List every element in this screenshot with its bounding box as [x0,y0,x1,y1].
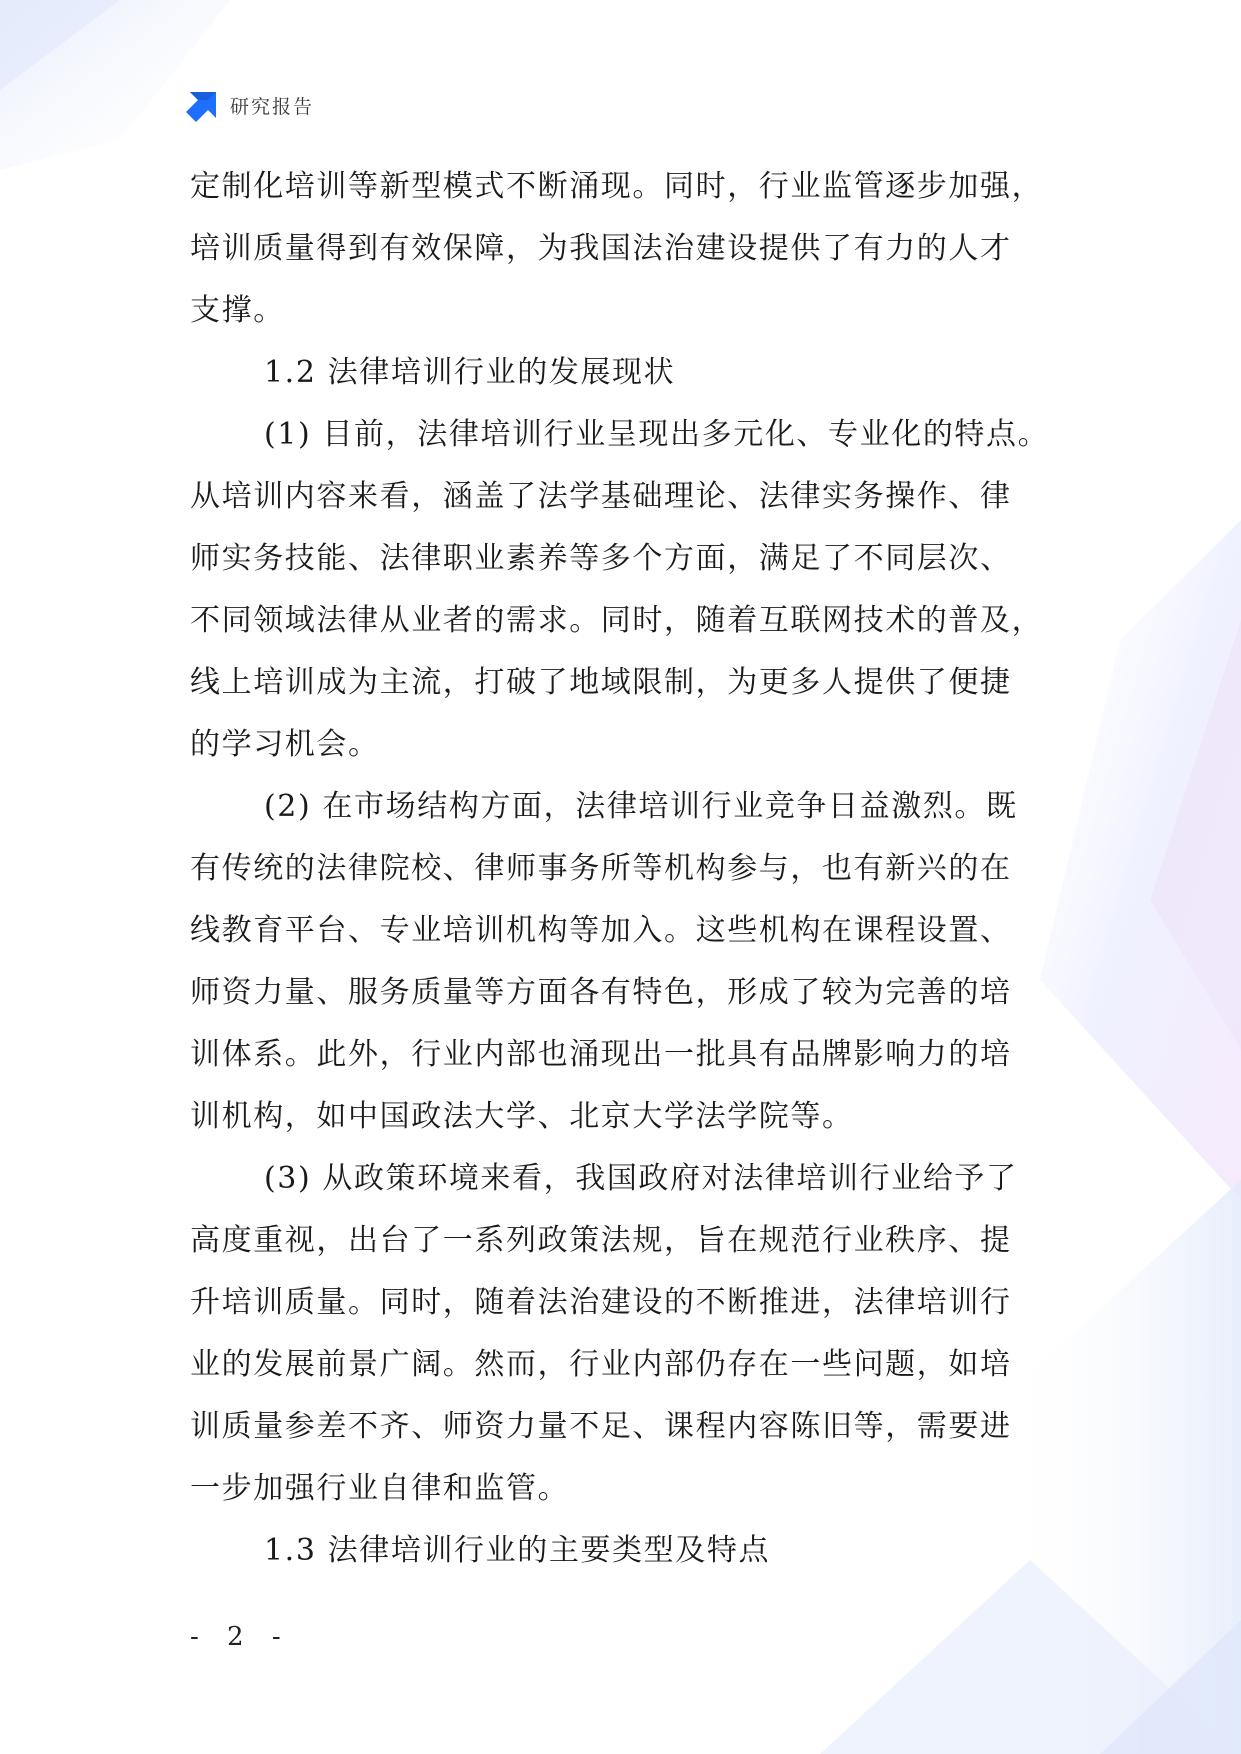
report-title: 研究报告 [230,95,315,118]
section-heading-1-2: 1.2 法律培训行业的发展现状 [264,355,676,390]
text-line: 培训质量得到有效保障，为我国法治建设提供了有力的人才 [190,231,1012,266]
text-line: 线教育平台、专业培训机构等加入。这些机构在课程设置、 [190,913,1012,948]
text-line: (1) 目前，法律培训行业呈现出多元化、专业化的特点。 [264,417,1050,452]
text-line: 师资力量、服务质量等方面各有特色，形成了较为完善的培 [190,975,1012,1010]
arrow-logo-icon [186,88,220,122]
paragraph-1 [190,404,1060,776]
document-body [190,156,1060,1582]
paragraph-2 [190,776,1060,1148]
text-line: 线上培训成为主流，打破了地域限制，为更多人提供了便捷 [190,665,1012,700]
section-heading-1-3: 1.3 法律培训行业的主要类型及特点 [264,1533,771,1568]
text-line: 的学习机会。 [190,727,380,762]
text-line: (2) 在市场结构方面，法律培训行业竞争日益激烈。既 [264,789,1018,824]
text-line: 定制化培训等新型模式不断涌现。同时，行业监管逐步加强， [190,169,1044,204]
text-line: 训体系。此外，行业内部也涌现出一批具有品牌影响力的培 [190,1037,1012,1072]
text-line: 有传统的法律院校、律师事务所等机构参与，也有新兴的在 [190,851,1012,886]
page-header [186,88,314,122]
paragraph-3 [190,1148,1060,1520]
page-number: - 2 - [190,1622,291,1652]
text-line: 升培训质量。同时，随着法治建设的不断推进，法律培训行 [190,1285,1012,1320]
text-line: 不同领域法律从业者的需求。同时，随着互联网技术的普及， [190,603,1044,638]
paragraph-intro [190,156,1060,342]
text-line: 支撑。 [190,293,285,328]
text-line: 业的发展前景广阔。然而，行业内部仍存在一些问题，如培 [190,1347,1012,1382]
text-line: 训质量参差不齐、师资力量不足、课程内容陈旧等，需要进 [190,1409,1012,1444]
text-line: 师实务技能、法律职业素养等多个方面，满足了不同层次、 [190,541,1012,576]
text-line: 训机构，如中国政法大学、北京大学法学院等。 [190,1099,854,1134]
text-line: 一步加强行业自律和监管。 [190,1471,570,1506]
text-line: 高度重视，出台了一系列政策法规，旨在规范行业秩序、提 [190,1223,1012,1258]
text-line: (3) 从政策环境来看，我国政府对法律培训行业给予了 [264,1161,1018,1196]
text-line: 从培训内容来看，涵盖了法学基础理论、法律实务操作、律 [190,479,1012,514]
